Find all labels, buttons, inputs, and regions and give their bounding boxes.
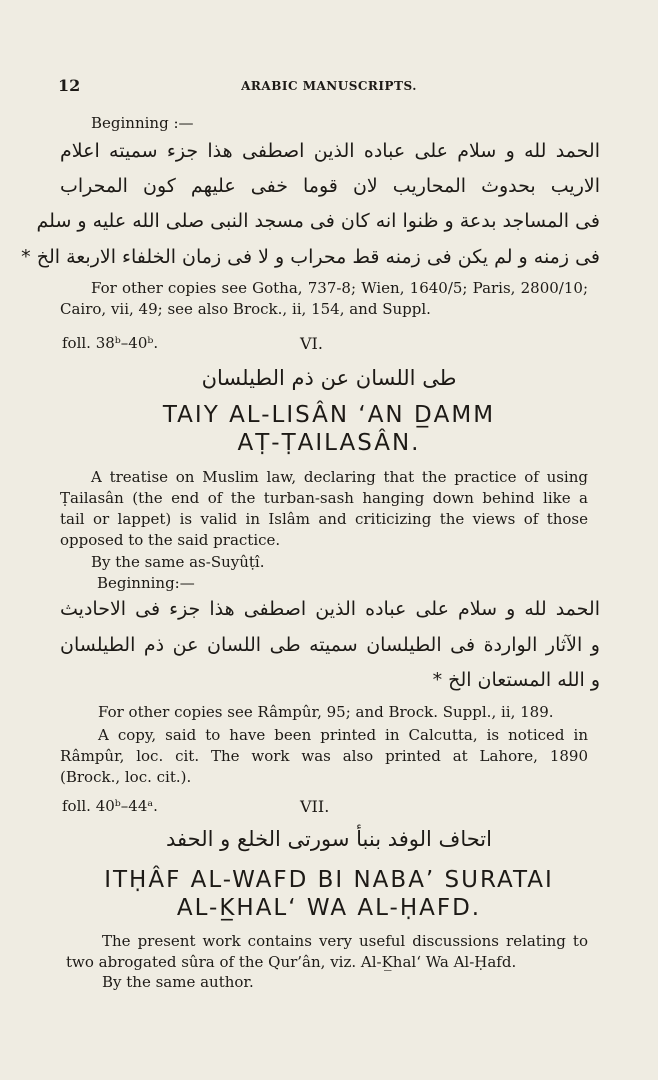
author-line: By the same author. xyxy=(102,973,254,991)
paragraph-line: A copy, said to have been printed in Calcutta, is noticed in xyxy=(98,726,588,744)
author-line: By the same as-Suyûṭî. xyxy=(91,553,265,571)
arabic-title: اتحاف الوفد بنبأ سورتى الخلع و الحفد xyxy=(166,827,492,851)
title-line: TAIY AL-LISÂN ‘AN D̲AMM xyxy=(162,402,496,428)
paragraph-line: tail or lappet) is valid in Islâm and criticizing the views of those xyxy=(60,510,588,528)
paragraph-line: Râmpûr, loc. cit. The work was also printed at Lahore, 1890 xyxy=(60,747,588,765)
arabic-text-line: فى زمنه و لم يكن فى زمنه قط محراب و لا فى زمان الخلفاء الاربعة الخ * xyxy=(21,246,600,268)
other-copies-line: For other copies see Râmpûr, 95; and Brock. Suppl., ii, 189. xyxy=(98,703,554,721)
title-line: ITḤÂF AL-WAFD BI NABA’ SURATAI xyxy=(104,867,554,893)
note-paragraph xyxy=(60,725,588,788)
section-number: VII. xyxy=(300,797,330,816)
paragraph-line: Cairo, vii, 49; see also Brock., ii, 154, and Suppl. xyxy=(60,300,431,318)
paragraph-line: two abrogated sûra of the Qur’ân, viz. Al-K̲hal‘ Wa Al-Ḥafd. xyxy=(66,953,517,971)
folio-reference: foll. 40ᵇ–44ᵃ. xyxy=(62,797,158,815)
page-number: 12 xyxy=(58,76,81,95)
arabic-text-line: فى المساجد بدعة و ظنوا انه كان فى مسجد النبى صلى الله عليه و سلم xyxy=(36,210,600,232)
description-paragraph xyxy=(60,467,588,551)
arabic-text-line: الحمد لله و سلام على عباده الذين اصطفى هذا جزء سميته اعلام xyxy=(60,140,600,162)
arabic-text-line: الاريب بحدوث المحاريب لان قوما خفى عليهم كون المحراب xyxy=(60,175,600,197)
paragraph-line: A treatise on Muslim law, declaring that the practice of using xyxy=(91,468,588,486)
other-copies-paragraph xyxy=(60,278,588,320)
paragraph-line: The present work contains very useful discussions relating to xyxy=(102,932,588,950)
arabic-title: طى اللسان عن ذم الطيلسان xyxy=(201,366,457,390)
title-line: AṬ-ṬAILASÂN. xyxy=(237,430,421,456)
section-number: VI. xyxy=(300,334,323,353)
beginning-label: Beginning :— xyxy=(91,114,194,132)
folio-reference: foll. 38ᵇ–40ᵇ. xyxy=(62,334,159,352)
title-line: AL-K̲HAL‘ WA AL-ḤAFD. xyxy=(176,895,482,921)
arabic-text-line: و الله المستعان الخ * xyxy=(432,669,600,691)
arabic-text-line: و الآثار الواردة فى الطيلسان سميته طى اللسان عن ذم الطيلسان xyxy=(60,634,600,656)
beginning-label: Beginning:— xyxy=(97,574,195,592)
running-head: ARABIC MANUSCRIPTS. xyxy=(241,79,417,93)
arabic-text-line: الحمد لله و سلام على عباده الذين اصطفى هذا جزء فى الاحاديث xyxy=(60,598,600,620)
paragraph-line: opposed to the said practice. xyxy=(60,531,281,549)
paragraph-line: Ṭailasân (the end of the turban-sash hanging down behind like a xyxy=(60,489,588,507)
paragraph-line: (Brock., loc. cit.). xyxy=(60,768,192,786)
description-paragraph xyxy=(66,931,588,973)
paragraph-line: For other copies see Gotha, 737-8; Wien, 1640/5; Paris, 2800/10; xyxy=(91,279,588,297)
